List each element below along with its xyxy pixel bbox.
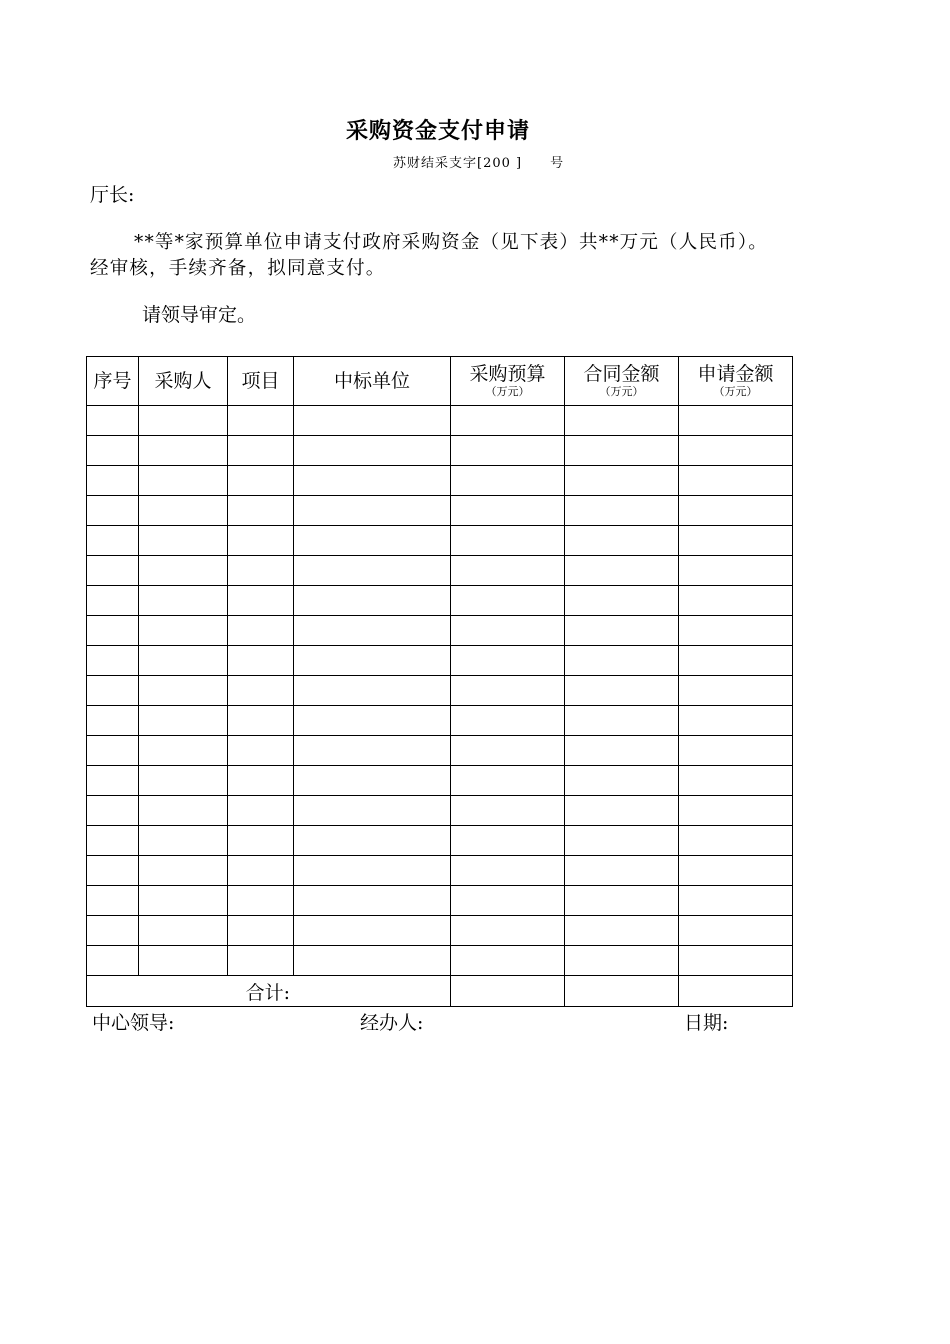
table-row: [87, 466, 793, 496]
cell-purchaser[interactable]: [139, 916, 228, 946]
cell-contract-amount[interactable]: [565, 406, 679, 436]
cell-budget[interactable]: [451, 436, 565, 466]
cell-budget[interactable]: [451, 766, 565, 796]
table-row: [87, 916, 793, 946]
cell-requested-amount[interactable]: [679, 946, 793, 976]
cell-contract-amount[interactable]: [565, 646, 679, 676]
cell-budget[interactable]: [451, 856, 565, 886]
cell-requested-amount[interactable]: [679, 856, 793, 886]
cell-winning-bidder[interactable]: [294, 586, 451, 616]
cell-serial-no[interactable]: [87, 646, 139, 676]
cell-contract-amount[interactable]: [565, 526, 679, 556]
table-row: [87, 946, 793, 976]
cell-winning-bidder[interactable]: [294, 796, 451, 826]
cell-purchaser[interactable]: [139, 856, 228, 886]
payment-request-table: [86, 356, 793, 1007]
cell-budget[interactable]: [451, 676, 565, 706]
table-header-row: [87, 357, 793, 406]
cell-winning-bidder[interactable]: [294, 766, 451, 796]
table-row: [87, 406, 793, 436]
cell-project[interactable]: [228, 556, 294, 586]
cell-requested-amount[interactable]: [679, 466, 793, 496]
cell-project[interactable]: [228, 406, 294, 436]
cell-purchaser[interactable]: [139, 466, 228, 496]
cell-project[interactable]: [228, 946, 294, 976]
table-row: [87, 826, 793, 856]
cell-winning-bidder[interactable]: [294, 946, 451, 976]
cell-purchaser[interactable]: [139, 796, 228, 826]
cell-contract-amount[interactable]: [565, 736, 679, 766]
cell-serial-no[interactable]: [87, 886, 139, 916]
cell-budget[interactable]: [451, 466, 565, 496]
table-row: [87, 856, 793, 886]
cell-contract-amount[interactable]: [565, 856, 679, 886]
cell-project[interactable]: [228, 826, 294, 856]
cell-purchaser[interactable]: [139, 616, 228, 646]
total-budget-cell[interactable]: [451, 976, 565, 1007]
cell-contract-amount[interactable]: [565, 886, 679, 916]
cell-serial-no[interactable]: [87, 616, 139, 646]
cell-project[interactable]: [228, 916, 294, 946]
cell-requested-amount[interactable]: [679, 616, 793, 646]
cell-budget[interactable]: [451, 946, 565, 976]
cell-project[interactable]: [228, 646, 294, 676]
document-title: 采购资金支付申请: [345, 119, 530, 144]
cell-serial-no[interactable]: [87, 466, 139, 496]
cell-requested-amount[interactable]: [679, 706, 793, 736]
cell-project[interactable]: [228, 526, 294, 556]
cell-winning-bidder[interactable]: [294, 826, 451, 856]
cell-contract-amount[interactable]: [565, 946, 679, 976]
table-row: [87, 736, 793, 766]
cell-project[interactable]: [228, 706, 294, 736]
cell-purchaser[interactable]: [139, 406, 228, 436]
table-row: [87, 646, 793, 676]
table-row: [87, 526, 793, 556]
header-project: 项目: [228, 357, 294, 406]
cell-budget[interactable]: [451, 586, 565, 616]
cell-project[interactable]: [228, 616, 294, 646]
cell-serial-no[interactable]: [87, 856, 139, 886]
cell-purchaser[interactable]: [139, 826, 228, 856]
cell-budget[interactable]: [451, 496, 565, 526]
cell-winning-bidder[interactable]: [294, 916, 451, 946]
cell-contract-amount[interactable]: [565, 676, 679, 706]
cell-project[interactable]: [228, 496, 294, 526]
cell-serial-no[interactable]: [87, 676, 139, 706]
cell-purchaser[interactable]: [139, 436, 228, 466]
total-requested-cell[interactable]: [679, 976, 793, 1007]
cell-project[interactable]: [228, 436, 294, 466]
cell-winning-bidder[interactable]: [294, 646, 451, 676]
cell-budget[interactable]: [451, 796, 565, 826]
cell-purchaser[interactable]: [139, 586, 228, 616]
cell-project[interactable]: [228, 856, 294, 886]
cell-contract-amount[interactable]: [565, 706, 679, 736]
cell-budget[interactable]: [451, 826, 565, 856]
cell-winning-bidder[interactable]: [294, 526, 451, 556]
cell-requested-amount[interactable]: [679, 736, 793, 766]
cell-requested-amount[interactable]: [679, 796, 793, 826]
cell-requested-amount[interactable]: [679, 676, 793, 706]
header-procurement-budget: 采购预算 （万元）: [451, 357, 565, 406]
table-row: [87, 436, 793, 466]
header-winning-bidder: 中标单位: [294, 357, 451, 406]
cell-requested-amount[interactable]: [679, 526, 793, 556]
cell-contract-amount[interactable]: [565, 796, 679, 826]
cell-winning-bidder[interactable]: [294, 436, 451, 466]
table-row: [87, 616, 793, 646]
cell-serial-no[interactable]: [87, 496, 139, 526]
document-number-prefix: 苏财结采支字[200 ]: [393, 156, 523, 171]
cell-project[interactable]: [228, 736, 294, 766]
cell-contract-amount[interactable]: [565, 826, 679, 856]
cell-project[interactable]: [228, 676, 294, 706]
header-serial-no: 序号: [87, 357, 139, 406]
cell-contract-amount[interactable]: [565, 586, 679, 616]
cell-winning-bidder[interactable]: [294, 676, 451, 706]
document-number: [393, 152, 564, 171]
cell-serial-no[interactable]: [87, 736, 139, 766]
cell-contract-amount[interactable]: [565, 466, 679, 496]
cell-winning-bidder[interactable]: [294, 616, 451, 646]
table-row: [87, 586, 793, 616]
cell-requested-amount[interactable]: [679, 436, 793, 466]
cell-purchaser[interactable]: [139, 886, 228, 916]
cell-serial-no[interactable]: [87, 796, 139, 826]
cell-serial-no[interactable]: [87, 556, 139, 586]
cell-budget[interactable]: [451, 406, 565, 436]
cell-winning-bidder[interactable]: [294, 706, 451, 736]
cell-serial-no[interactable]: [87, 526, 139, 556]
cell-winning-bidder[interactable]: [294, 466, 451, 496]
cell-winning-bidder[interactable]: [294, 886, 451, 916]
salutation: 厅长:: [90, 184, 135, 206]
cell-contract-amount[interactable]: [565, 556, 679, 586]
cell-budget[interactable]: [451, 736, 565, 766]
cell-purchaser[interactable]: [139, 646, 228, 676]
cell-requested-amount[interactable]: [679, 886, 793, 916]
review-request-text: 请领导审定。: [142, 304, 257, 326]
table-row: [87, 556, 793, 586]
cell-project[interactable]: [228, 796, 294, 826]
table-row: [87, 496, 793, 526]
cell-purchaser[interactable]: [139, 526, 228, 556]
cell-serial-no[interactable]: [87, 436, 139, 466]
cell-purchaser[interactable]: [139, 736, 228, 766]
cell-contract-amount[interactable]: [565, 616, 679, 646]
total-label: 合计:: [87, 976, 451, 1007]
table-row: [87, 766, 793, 796]
cell-serial-no[interactable]: [87, 916, 139, 946]
cell-purchaser[interactable]: [139, 496, 228, 526]
cell-purchaser[interactable]: [139, 946, 228, 976]
cell-winning-bidder[interactable]: [294, 556, 451, 586]
cell-serial-no[interactable]: [87, 586, 139, 616]
cell-winning-bidder[interactable]: [294, 496, 451, 526]
cell-serial-no[interactable]: [87, 766, 139, 796]
cell-requested-amount[interactable]: [679, 406, 793, 436]
cell-purchaser[interactable]: [139, 556, 228, 586]
cell-serial-no[interactable]: [87, 406, 139, 436]
handler-label: 经办人:: [360, 1012, 424, 1034]
cell-requested-amount[interactable]: [679, 496, 793, 526]
header-contract-amount: 合同金额 （万元）: [565, 357, 679, 406]
cell-project[interactable]: [228, 886, 294, 916]
cell-project[interactable]: [228, 586, 294, 616]
document-number-suffix: 号: [550, 156, 565, 171]
cell-winning-bidder[interactable]: [294, 736, 451, 766]
cell-requested-amount[interactable]: [679, 766, 793, 796]
header-purchaser: 采购人: [139, 357, 228, 406]
cell-winning-bidder[interactable]: [294, 406, 451, 436]
cell-contract-amount[interactable]: [565, 766, 679, 796]
cell-requested-amount[interactable]: [679, 586, 793, 616]
table-body: [87, 406, 793, 976]
cell-budget[interactable]: [451, 556, 565, 586]
cell-purchaser[interactable]: [139, 676, 228, 706]
cell-serial-no[interactable]: [87, 826, 139, 856]
request-paragraph: **等*家预算单位申请支付政府采购资金（见下表）共**万元（人民币）。经审核，手续齐备，拟同意支付。: [90, 232, 769, 279]
cell-budget[interactable]: [451, 706, 565, 736]
cell-budget[interactable]: [451, 916, 565, 946]
cell-requested-amount[interactable]: [679, 556, 793, 586]
cell-budget[interactable]: [451, 646, 565, 676]
cell-serial-no[interactable]: [87, 706, 139, 736]
cell-budget[interactable]: [451, 616, 565, 646]
cell-requested-amount[interactable]: [679, 826, 793, 856]
table-row: [87, 796, 793, 826]
cell-budget[interactable]: [451, 886, 565, 916]
header-requested-amount: 申请金额 （万元）: [679, 357, 793, 406]
date-label: 日期:: [684, 1012, 729, 1034]
cell-purchaser[interactable]: [139, 706, 228, 736]
cell-contract-amount[interactable]: [565, 916, 679, 946]
cell-serial-no[interactable]: [87, 946, 139, 976]
cell-project[interactable]: [228, 466, 294, 496]
cell-winning-bidder[interactable]: [294, 856, 451, 886]
center-leader-label: 中心领导:: [92, 1012, 175, 1034]
cell-budget[interactable]: [451, 526, 565, 556]
table-row: [87, 676, 793, 706]
cell-requested-amount[interactable]: [679, 646, 793, 676]
cell-project[interactable]: [228, 766, 294, 796]
table-row: [87, 706, 793, 736]
table-row: [87, 886, 793, 916]
cell-contract-amount[interactable]: [565, 436, 679, 466]
cell-requested-amount[interactable]: [679, 916, 793, 946]
total-row: [87, 976, 793, 1007]
total-contract-cell[interactable]: [565, 976, 679, 1007]
cell-contract-amount[interactable]: [565, 496, 679, 526]
cell-purchaser[interactable]: [139, 766, 228, 796]
